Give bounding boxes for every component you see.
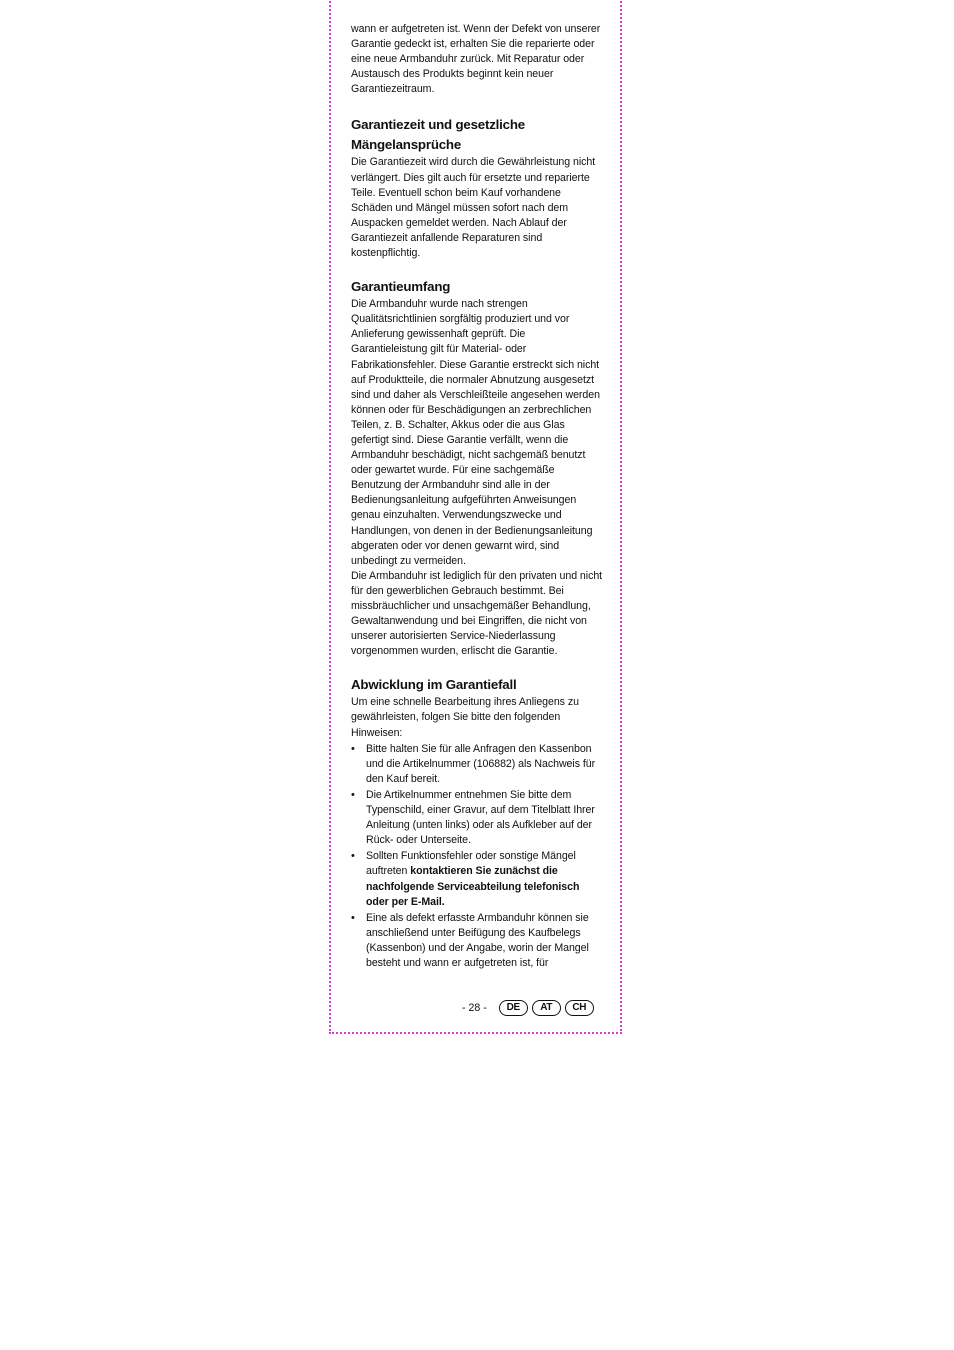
- warranty-scope-text-1: Die Armbanduhr wurde nach strengen Qualitätsrichtlinien sorgfältig produziert und vor Anlieferung gewissenhaft geprüft. Die Garantieleistung gilt für Material- oder Fabrikationsfehler. Diese Garantie erstreckt sich nicht auf Produktteile, die normaler Abnutzung ausgesetzt sind und daher als Verschleißteile angesehen werden können oder für Beschädigungen an zerbrechlichen Teilen, z. B. Schalter, Akkus oder die aus Glas gefertigt sind. Diese Garantie verfällt, wenn die Armbanduhr beschädigt, nicht sachgemäß benutzt oder gewartet wurde. Für eine sachgemäße Benutzung der Armbanduhr sind alle in der Bedienungsanleitung aufgeführten Anweisungen genau einzuhalten. Verwendungszwecke und Handlungen, von denen in der Bedienungsanleitung abgeraten oder vor denen gewarnt wird, sind unbedingt zu vermeiden.: [351, 298, 600, 567]
- warranty-period-text: Die Garantiezeit wird durch die Gewährleistung nicht verlängert. Dies gilt auch für ersetzte und reparierte Teile. Eventuell schon beim Kauf vorhandene Schäden und Mängel müssen sofort nach dem Auspacken gemeldet werden. Nach Ablauf der Garantiezeit anfallende Reparaturen sind kostenpflichtig.: [351, 156, 596, 260]
- document-body: [351, 22, 603, 972]
- intro-paragraph: wann er aufgetreten ist. Wenn der Defekt von unserer Garantie gedeckt ist, erhalten Sie die reparierte oder eine neue Armbanduhr zurück. Mit Reparatur oder Austausch des Produkts beginnt kein neuer Garantiezeitraum.: [351, 23, 601, 96]
- country-badge-de: DE: [499, 1000, 528, 1016]
- heading-warranty-period: Garantiezeit und gesetzliche Mängelansprüche: [351, 117, 525, 153]
- warranty-scope-text-2: Die Armbanduhr ist lediglich für den privaten und nicht für den gewerblichen Gebrauch bestimmt. Bei missbräuchlicher und unsachgemäßer Behandlung, Gewaltanwendung und bei Eingriffen, die nicht von unserer autorisierten Service-Niederlassung vorgenommen wurden, erlischt die Garantie.: [351, 569, 603, 658]
- list-item: [351, 742, 603, 787]
- list-item-text: Eine als defekt erfasste Armbanduhr können sie anschließend unter Beifügung des Kaufbelegs (Kassenbon) und der Angabe, worin der Mangel besteht und wann er aufgetreten ist, für: [366, 911, 589, 969]
- warranty-claims-intro: Um eine schnelle Bearbeitung ihres Anliegens zu gewährleisten, folgen Sie bitte den folgenden Hinweisen:: [351, 696, 579, 739]
- country-badge-ch: CH: [565, 1000, 594, 1016]
- list-item-text: Die Artikelnummer entnehmen Sie bitte dem Typenschild, einer Gravur, auf dem Titelblatt Ihrer Anleitung (unten links) oder als Aufkleber auf der Rück- oder Unterseite.: [366, 788, 595, 847]
- page-footer: [462, 998, 598, 1018]
- list-item-text: Sollten Funktionsfehler oder sonstige Mängel auftreten: [366, 850, 576, 878]
- country-badge-at: AT: [532, 1000, 561, 1016]
- list-item-text: Bitte halten Sie für alle Anfragen den Kassenbon und die Artikelnummer (106882) als Nachweis für den Kauf bereit.: [366, 742, 596, 785]
- heading-warranty-claims: Abwicklung im Garantiefall: [351, 677, 517, 693]
- list-item: [351, 849, 603, 909]
- list-item: [351, 911, 603, 971]
- page-number: - 28 -: [462, 1002, 487, 1014]
- heading-warranty-scope: Garantieumfang: [351, 279, 451, 295]
- list-item: [351, 788, 603, 848]
- list-item-emphasis: kontaktieren Sie zunächst die nachfolgende Serviceabteilung telefonisch oder per E-Mail.: [366, 865, 580, 908]
- warranty-claims-list: [351, 742, 603, 971]
